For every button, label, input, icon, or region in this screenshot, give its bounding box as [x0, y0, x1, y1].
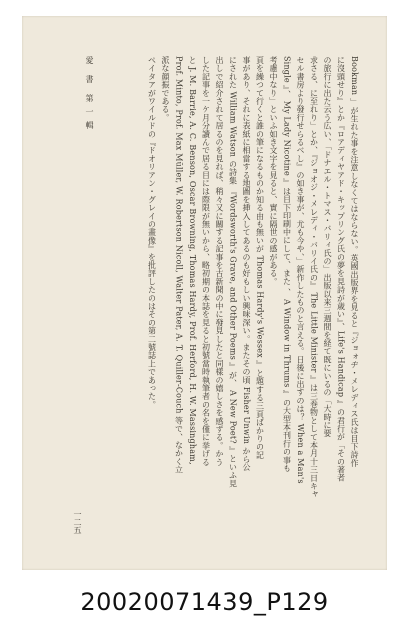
- text-line: の旅行に出た云う広い、「ドナエル・トマス・バリィ氏の」出版以来三週間を経て既にいるの「大時に要: [323, 56, 332, 438]
- text-line: 派な顔振である。: [161, 56, 170, 122]
- document-page: [22, 16, 387, 570]
- text-line: 頁を繰つて行くと誰の筆になるものか知る由も無いが Thomas Hardy's Wessex 』と題する三頁ばかりの記: [255, 56, 265, 460]
- text-line: した記事を一ケ月分讀んで居る目には際限が無いから、略初期の本誌を見ると初號當時執筆者の名を僅に挙げる: [201, 56, 211, 466]
- text-line: 考慮中なり」といふ如き文字を見ると、實に隔世の感がある。: [269, 56, 278, 286]
- text-line: 事があり、それに表紙に相當する地圖を挿入してあるのも好もしい興味深い。またその頃 Fisher Unwin から公: [242, 56, 251, 472]
- text-line: 出しで紹介されて居るのを見れば、稍々又に關する記事を古新聞の中に發見したと同樣の嬉しさを感ずる。かう: [215, 56, 224, 466]
- text-line: Single 』、 My Lady Nicotine 』は目下印刷中にして、また 、 A Window in Thrums 』の大型本刊行の事も: [282, 56, 292, 473]
- text-line: Bookman 」が生れた事を注意しなくてはならない。英國出版界を見ると『ジョォヂ・メレディス氏は目下詩作: [350, 56, 359, 468]
- image-caption: 20020071439_P129: [80, 588, 329, 616]
- text-line: 求さる、に至れり」とか、『ジョオジ・メレディ・バリイ氏の』 The Little Minister 』は三巻物として本月十三日キャ: [309, 56, 319, 499]
- text-line: ペイタアがワイルドの『ドオリアン・グレイの畫像』を批評したのはその第二號誌上であった。: [147, 56, 157, 409]
- text-line: にされた William Watson の詩集 『Wordsworth's Grave, and Other Poems 』が、 A New Poet? 』といふ見: [228, 56, 238, 488]
- running-title: 愛 書 第 一 輯: [85, 56, 94, 131]
- text-line: と J. M. Barrie, A. C. Benson, Oscar Browning, Thomas Hardy, Prof. Herford, H. W. Massingham,: [188, 56, 197, 465]
- page-number: 一二五: [73, 510, 82, 534]
- text-line: に沒頭せり』とか『ロアディヤアド・キップリング氏の夢を見詩が歳い』、Life's Handicap 』の君行が「その著者: [336, 56, 346, 482]
- text-line: セル書房より發行せらるべし』の如き事が、尤も今や、」新作したものと言える。日後に出すのは？ When a Man's: [296, 56, 305, 484]
- text-line: Prof. Minto, Prof. Max Müller, W. Robertson Nicoll, Walter Pater, A. T. Quiller-Couch 等で、なかく立: [174, 56, 184, 474]
